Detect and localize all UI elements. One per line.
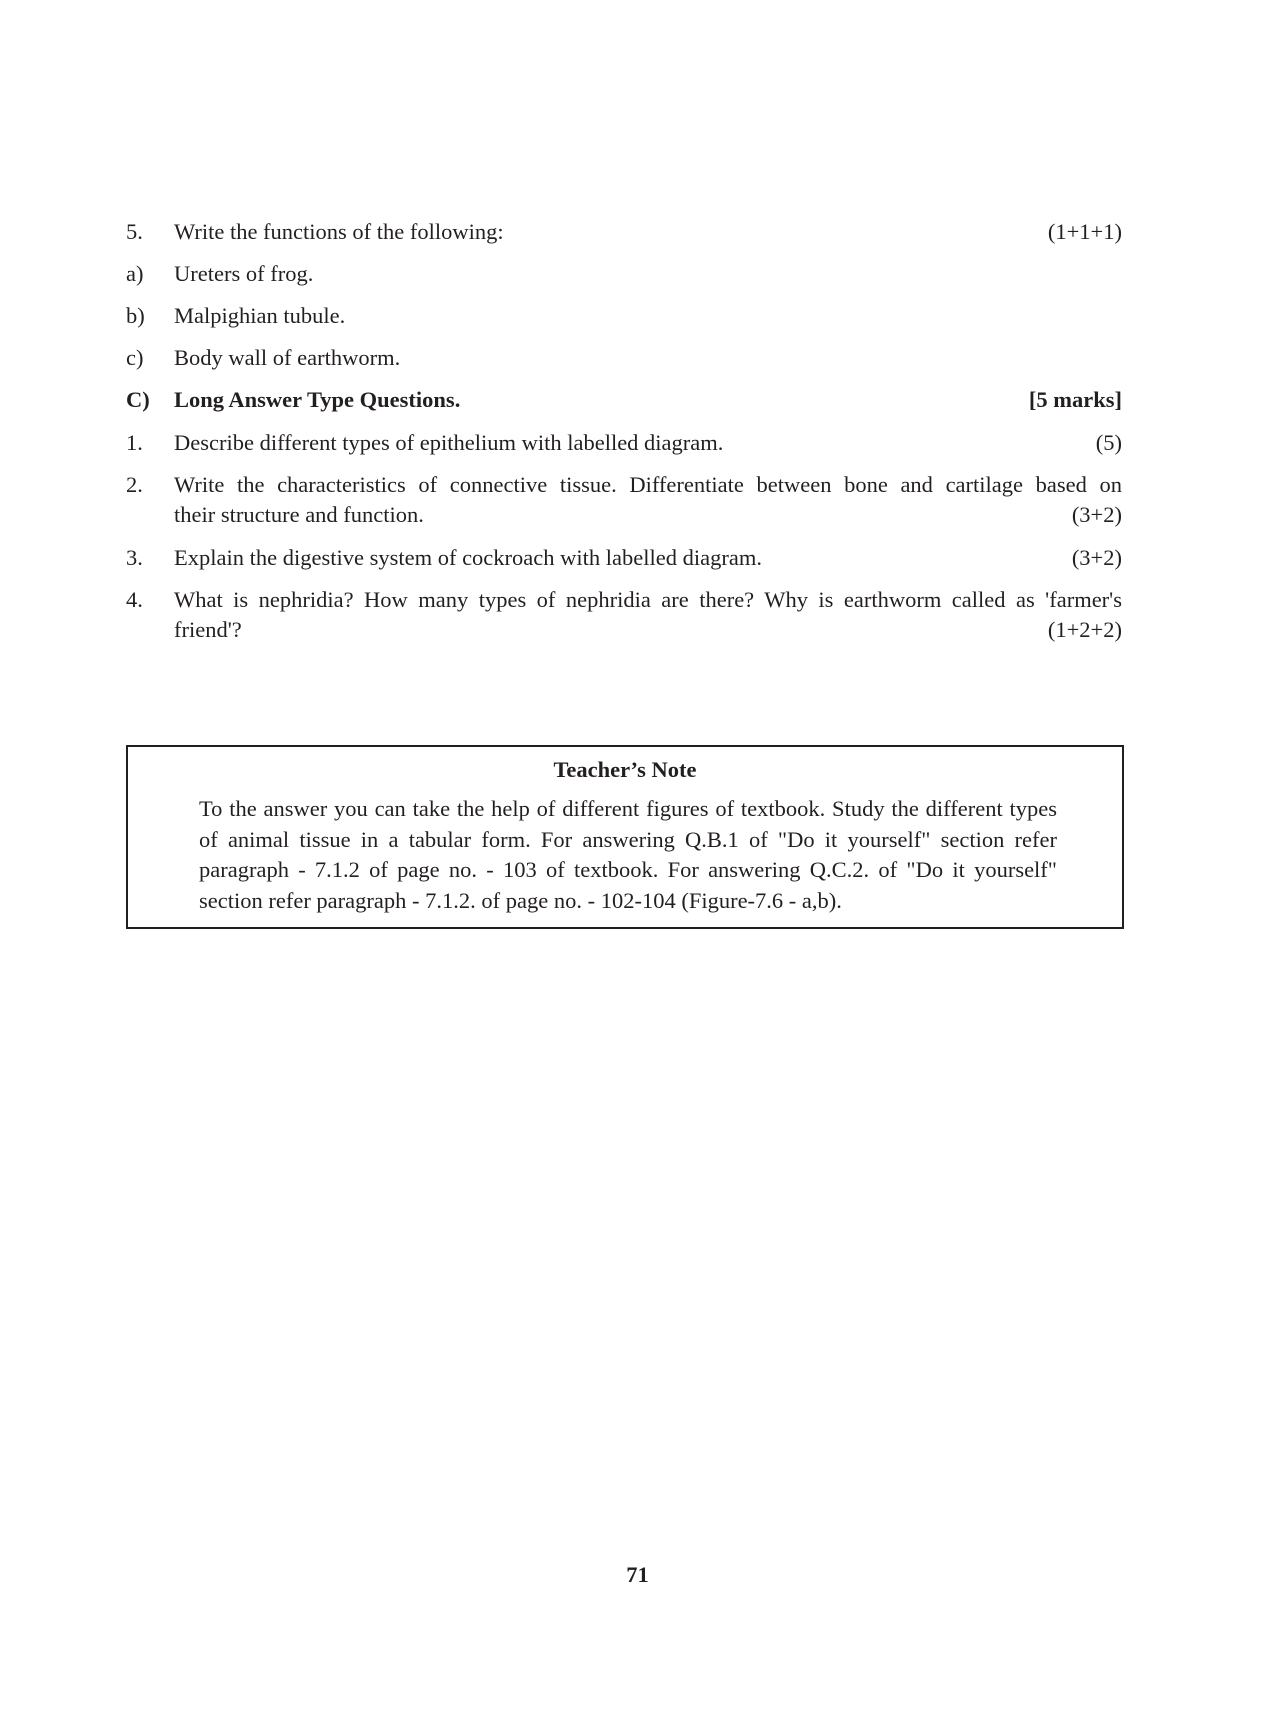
sub-question-label: c) (126, 345, 144, 370)
sub-question-label: a) (126, 261, 144, 286)
question-text-line-1: Write the characteristics of connective tissue. Differentiate between bone and cartilage based on (174, 472, 1122, 497)
sub-question-text: Malpighian tubule. (174, 303, 346, 328)
page-number: 71 (626, 1562, 649, 1587)
section-title: Long Answer Type Questions. (174, 387, 461, 412)
question-marks: (1+2+2) (1047, 617, 1122, 642)
sub-question-text: Ureters of frog. (174, 261, 314, 286)
question-number: 1. (126, 430, 143, 455)
question-c4 (126, 585, 1122, 647)
question-marks: (3+2) (1071, 502, 1122, 527)
question-number: 5. (126, 219, 143, 244)
question-marks: (5) (1095, 430, 1122, 455)
teacher-note-title: Teacher’s Note (553, 757, 697, 782)
question-number: 3. (126, 545, 143, 570)
question-number: 4. (126, 587, 143, 612)
question-marks: (1+1+1) (1047, 219, 1122, 244)
question-text: Explain the digestive system of cockroach with labelled diagram. (174, 545, 762, 570)
question-text-line-2: friend'? (174, 617, 242, 642)
question-marks: (3+2) (1071, 545, 1122, 570)
sub-question-text: Body wall of earthworm. (174, 345, 401, 370)
teacher-note-body: To the answer you can take the help of different figures of textbook. Study the different types of animal tissue in a tabular form. For answering Q.B.1 of "Do it yourself" section refer paragraph - 7.1.2 of page no. - 103 of textbook. For answering Q.C.2. of "Do it yourself" section refer paragraph - 7.1.2. of page no. - 102-104 (Figure-7.6 - a,b). (199, 796, 1057, 913)
question-text: Describe different types of epithelium with labelled diagram. (174, 430, 724, 455)
question-c2 (126, 470, 1122, 532)
teacher-note-box (126, 745, 1124, 929)
section-label: C) (126, 387, 150, 412)
question-number: 2. (126, 472, 143, 497)
section-marks: [5 marks] (1028, 387, 1122, 412)
question-text: Write the functions of the following: (174, 219, 504, 244)
question-text-line-2: their structure and function. (174, 502, 424, 527)
question-text-line-1: What is nephridia? How many types of nephridia are there? Why is earthworm called as 'farmer's (174, 587, 1122, 612)
sub-question-label: b) (126, 303, 145, 328)
